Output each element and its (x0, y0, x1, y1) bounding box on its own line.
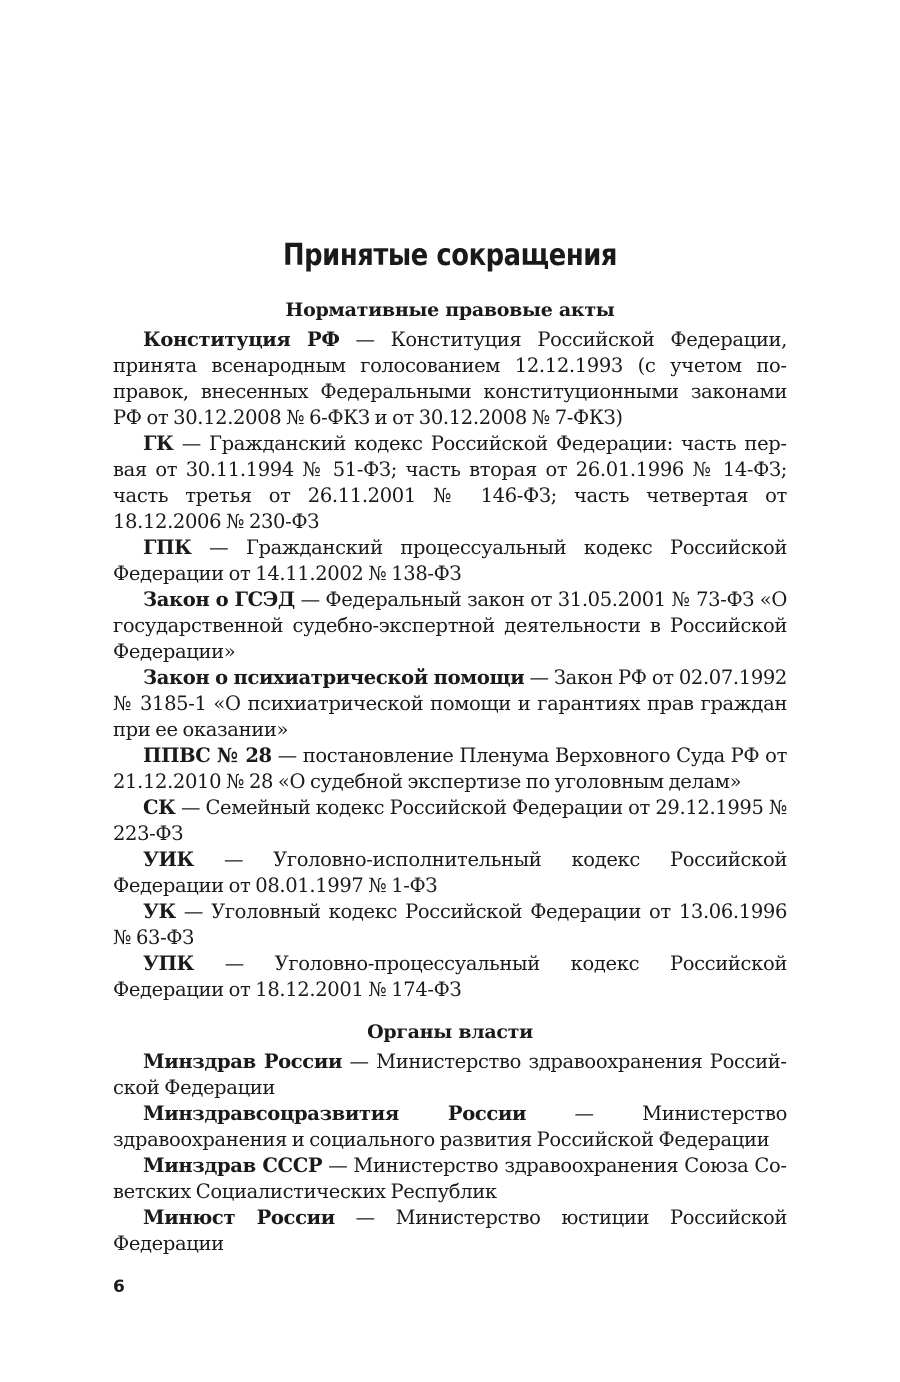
abbreviations-content (113, 297, 787, 1257)
page-title: Принятые сокращения (282, 238, 618, 274)
abbreviation-entry (113, 535, 787, 587)
abbreviation-entry (113, 431, 787, 535)
abbreviation-definition: — Гражданский процессуальный кодекс Российской Федерации от 14.11.2002 № 138-ФЗ (113, 536, 787, 585)
abbreviation-entry (113, 1153, 787, 1205)
abbreviation-definition: — Уголовно-процессуальный кодекс Российской Федерации от 18.12.2001 № 174-ФЗ (113, 952, 787, 1001)
abbreviation-term: УИК (143, 848, 194, 871)
abbreviation-entry (113, 1049, 787, 1101)
abbreviation-entry (113, 1205, 787, 1257)
abbreviation-entry (113, 899, 787, 951)
abbreviation-definition: — Гражданский кодекс Российской Федерации: часть первая от 30.11.1994 № 51-ФЗ; часть вторая от 26.01.1996 № 14-ФЗ; часть третья от 26.11.2001 № 146-ФЗ; часть четвертая от 18.12.2006 № 230-ФЗ (113, 432, 787, 533)
abbreviation-term: ППВС № 28 (143, 744, 272, 767)
abbreviation-term: Минздрав СССР (143, 1154, 323, 1177)
abbreviation-term: Минюст России (143, 1206, 335, 1229)
abbreviation-definition: — Конституция Российской Федерации, принята всенародным голосованием 12.12.1993 (с учетом поправок, внесенных Федеральными конституционными законами РФ от 30.12.2008 № 6-ФКЗ и от 30.12.2008 № 7-ФКЗ) (113, 328, 787, 429)
abbreviation-term: ГПК (143, 536, 192, 559)
abbreviation-definition: — Министерство здравоохранения Российской Федерации (113, 1050, 787, 1099)
abbreviation-entry (113, 795, 787, 847)
abbreviation-entry (113, 743, 787, 795)
abbreviation-term: УПК (143, 952, 194, 975)
abbreviation-definition: — постановление Пленума Верховного Суда РФ от 21.12.2010 № 28 «О судебной экспертизе по уголовным делам» (113, 744, 788, 793)
abbreviation-entry (113, 847, 787, 899)
abbreviation-definition: — Министерство юстиции Российской Федерации (113, 1206, 787, 1255)
abbreviation-definition: — Министерство здравоохранения и социального развития Российской Федерации (113, 1102, 788, 1151)
page-number: 6 (113, 1277, 125, 1297)
abbreviation-entry (113, 951, 787, 1003)
abbreviation-definition: — Федеральный закон от 31.05.2001 № 73-ФЗ «О государственной судебно-экспертной деятельности в Российской Федерации» (113, 588, 787, 663)
abbreviation-term: УК (143, 900, 176, 923)
abbreviation-entry (113, 327, 787, 431)
abbreviation-term: Конституция РФ (143, 328, 340, 351)
abbreviation-term: Минздрав России (143, 1050, 343, 1073)
abbreviation-entry (113, 665, 787, 743)
abbreviation-definition: — Уголовно-исполнительный кодекс Российской Федерации от 08.01.1997 № 1-ФЗ (113, 848, 787, 897)
abbreviation-term: Минздравсоцразвития России (143, 1102, 527, 1125)
section-heading-authorities: Органы власти (367, 1021, 533, 1043)
abbreviation-term: Закон о психиатрической помощи (143, 666, 525, 689)
abbreviation-entry (113, 587, 787, 665)
abbreviation-definition: — Министерство здравоохранения Союза Советских Социалистических Республик (113, 1154, 787, 1203)
abbreviation-term: ГК (143, 432, 174, 455)
abbreviation-entry (113, 1101, 787, 1153)
section-heading-normative-acts: Нормативные правовые акты (285, 299, 615, 321)
abbreviation-term: Закон о ГСЭД (143, 588, 295, 611)
abbreviation-definition: — Семейный кодекс Российской Федерации от 29.12.1995 № 223-ФЗ (113, 796, 787, 845)
abbreviation-definition: — Закон РФ от 02.07.1992 № 3185-1 «О психиатрической помощи и гарантиях прав граждан при ее оказании» (113, 666, 787, 741)
abbreviation-term: СК (143, 796, 176, 819)
abbreviation-definition: — Уголовный кодекс Российской Федерации от 13.06.1996 № 63-ФЗ (113, 900, 787, 949)
